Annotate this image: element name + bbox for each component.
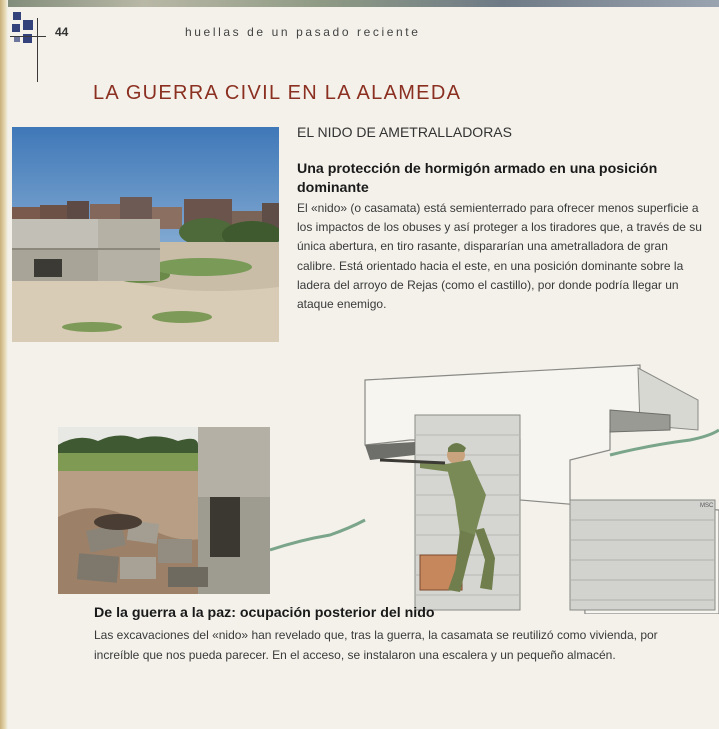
bunker-exterior-photo (12, 127, 279, 342)
section-title: Una protección de hormigón armado en una posición dominante (297, 161, 658, 196)
section2-body: Las excavaciones del «nido» han revelado que, tras la guerra, la casamata se reutilizó como vivienda, por increíble que nos pueda parecer. En el acceso, se instalaron una escalera y un pequeño almacén. (94, 628, 658, 662)
section-body: El «nido» (o casamata) está semienterrado para ofrecer menos superficie a los impactos de los obuses y así proteger a los tiradores que, a través de su única abertura, en tiro rasante, dispararían una ametralladora de gran calibre. Está orientado hacia el este, en una posición dominante sobre la ladera del arroyo de Rejas (como el castillo), por donde podría llegar un ataque enemigo. (297, 201, 702, 312)
running-head: huellas de un pasado reciente (185, 25, 421, 39)
page-edge (0, 0, 8, 729)
ornament-vertical-line (37, 18, 38, 82)
page-number: 44 (55, 25, 69, 39)
ornament-horizontal-line (10, 36, 46, 37)
illustrator-signature: MSC (700, 503, 714, 509)
page-title: LA GUERRA CIVIL EN LA ALAMEDA (93, 82, 462, 104)
section-subheading: EL NIDO DE AMETRALLADORAS (297, 124, 512, 140)
section2-title: De la guerra a la paz: ocupación posterior del nido (94, 605, 435, 621)
excavation-photo (58, 427, 270, 594)
bunker-cross-section-illustration (270, 360, 719, 614)
ornament-square (12, 24, 20, 32)
ornament-square (13, 12, 21, 20)
ornament-square (23, 20, 33, 30)
top-photo-strip (0, 0, 719, 7)
